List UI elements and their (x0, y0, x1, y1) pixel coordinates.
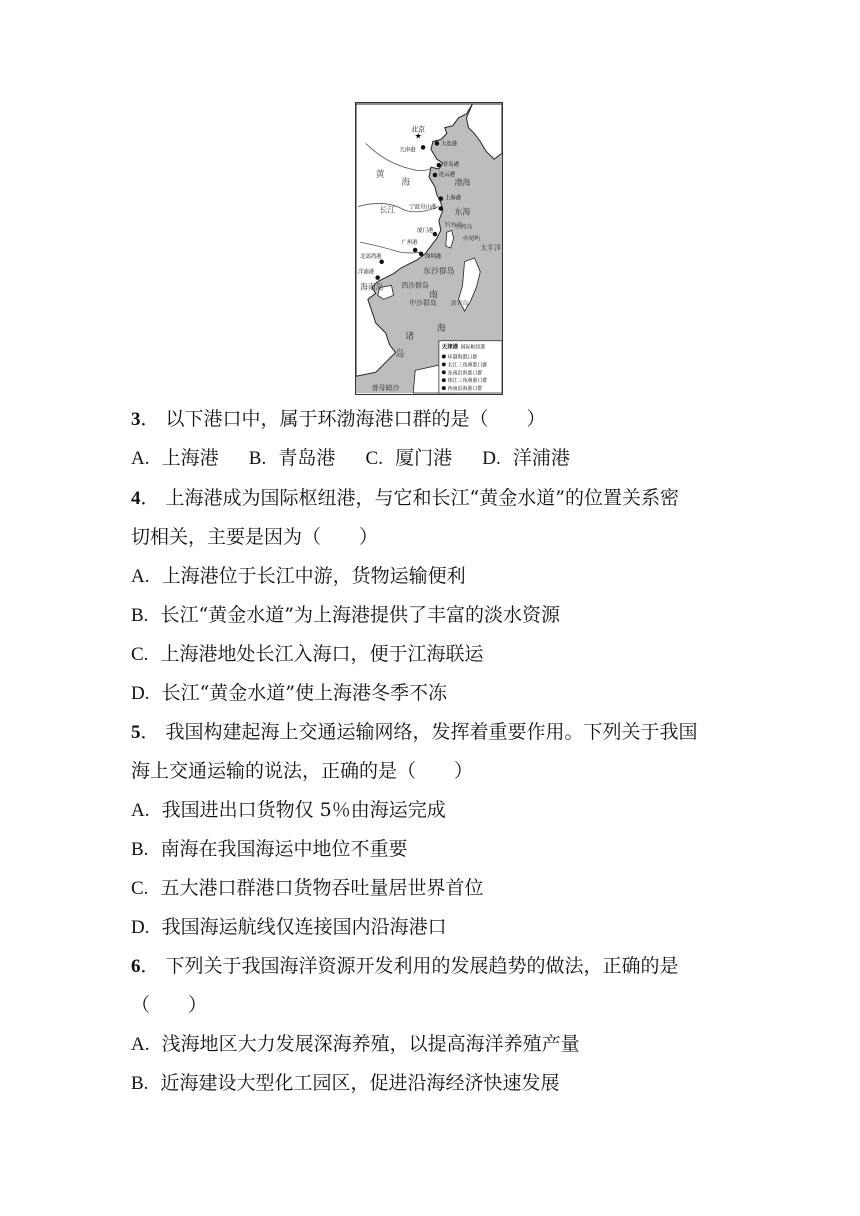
map-region-label: 南 (429, 290, 438, 301)
map-svg (356, 103, 502, 394)
question-text: 上海港成为国际枢纽港，与它和长江“黄金水道”的位置关系密 (165, 487, 679, 509)
legend-item-icon (442, 378, 446, 382)
option-d[interactable]: D. 我国海运航线仅连接国内沿海港口 (131, 916, 447, 938)
port-map (355, 102, 503, 395)
map-region-label: 太平洋 (480, 243, 501, 252)
legend-port-desc: 国际枢纽港 (460, 344, 486, 351)
option-a[interactable]: A. 浅海地区大力发展深海养殖，以提高海洋养殖产量 (131, 1033, 580, 1055)
option-c[interactable]: C. 厦门港 (365, 447, 453, 469)
option-a[interactable]: A. 上海港 (131, 447, 219, 469)
legend-item-icon (442, 386, 446, 390)
legend-item-icon (442, 370, 446, 374)
map-port-label: 连云港 (438, 171, 456, 178)
map-region-label: 海 (436, 323, 446, 334)
port-marker-shanghai (439, 196, 444, 201)
legend-item-label: 西南沿海港口群 (447, 386, 483, 393)
map-region-label: 西沙群岛 (401, 281, 429, 290)
map-region-label: 曾母暗沙 (371, 384, 400, 393)
map-port-label: 天津港 (399, 147, 416, 154)
option-b[interactable]: B. 青岛港 (248, 447, 336, 469)
option-b[interactable]: B. 长江“黄金水道”为上海港提供了丰富的淡水资源 (131, 604, 560, 626)
question-text: 下列关于我国海洋资源开发利用的发展趋势的做法，正确的是 (165, 955, 679, 977)
map-region-label: 长江 (379, 205, 396, 215)
legend-item-label: 长江三角洲港口群 (447, 362, 488, 369)
map-region-label: 中沙群岛 (409, 299, 437, 308)
map-port-label: 深圳港 (425, 253, 442, 260)
question-number: 5 (131, 722, 141, 743)
map-region-label: 黄岩岛 (450, 301, 469, 308)
map-region-label: 台湾岛 (454, 224, 473, 231)
map-region-label: 赤尾屿 (462, 236, 481, 243)
option-a[interactable]: A. 上海港位于长江中游，货物运输便利 (131, 565, 466, 587)
question-3-options (131, 446, 570, 471)
option-b[interactable]: B. 南海在我国海运中地位不重要 (131, 838, 408, 860)
map-port-label: 洋浦港 (357, 269, 375, 276)
option-b[interactable]: B. 近海建设大型化工园区，促进沿海经济快速发展 (131, 1072, 560, 1094)
port-marker-yangpu (375, 275, 380, 280)
map-label-beijing: 北京 (411, 125, 426, 134)
map-region-label: 海南岛 (359, 282, 384, 292)
question-4-stem-cont (131, 525, 378, 549)
map-region-label: 东海 (454, 207, 471, 217)
map-region-label: 东沙群岛 (423, 266, 455, 276)
option-c[interactable]: C. 上海港地处长江入海口，便于江海联运 (131, 643, 484, 665)
map-port-label: 上海港 (444, 195, 462, 202)
question-text: （ ） (131, 994, 208, 1016)
port-marker-lianyungang (433, 173, 438, 178)
question-text: 切相关，主要是因为（ ） (131, 526, 379, 548)
question-5-stem-cont (131, 759, 473, 783)
map-region-label: 渤海 (454, 177, 471, 187)
map-port-label: 宁波舟山港 (409, 204, 437, 211)
question-text: 海上交通运输的说法，正确的是（ ） (131, 760, 474, 782)
map-region-label: 诸 (405, 331, 415, 342)
option-d[interactable]: D. 长江“黄金水道”使上海港冬季不冻 (131, 682, 448, 704)
legend-port-title: 天津港 (441, 344, 459, 351)
map-port-label: 广州港 (401, 240, 418, 247)
question-5-stem: 5． 我国构建起海上交通运输网络，发挥着重要作用。下列关于我国 (131, 721, 698, 743)
legend-item-label: 环渤海港口群 (447, 354, 478, 361)
port-marker-tianjin (421, 145, 426, 150)
question-text: 我国构建起海上交通运输网络，发挥着重要作用。下列关于我国 (165, 721, 698, 743)
option-c[interactable]: C. 五大港口群港口货物吞吐量居世界首位 (131, 877, 484, 899)
question-number: 3 (131, 409, 141, 430)
map-port-label: 大连港 (440, 141, 458, 148)
map-port-label: 厦门港 (417, 228, 434, 235)
question-4-stem: 4． 上海港成为国际枢纽港，与它和长江“黄金水道”的位置关系密 (131, 487, 679, 509)
question-number: 6 (131, 956, 141, 977)
map-region-label: 海 (401, 177, 411, 188)
map-region-label: 黄 (375, 169, 385, 180)
question-number: 4 (131, 488, 141, 509)
option-d[interactable]: D. 洋浦港 (482, 447, 570, 469)
question-6-stem-cont (131, 993, 207, 1017)
map-port-label: 北部湾港 (359, 253, 382, 260)
port-marker-beibuwan (379, 260, 384, 265)
question-6-stem: 6． 下列关于我国海洋资源开发利用的发展趋势的做法，正确的是 (131, 955, 679, 977)
legend-item-icon (442, 355, 446, 359)
port-marker-dalian (435, 141, 440, 146)
question-3-stem: 3． 以下港口中，属于环渤海港口群的是（ ） (131, 408, 546, 430)
legend-item-label: 东南沿海港口群 (447, 370, 483, 377)
legend-item-label: 珠江三角洲港口群 (447, 378, 488, 385)
map-region-label: 岛 (395, 349, 405, 360)
port-marker-qingdao (437, 163, 442, 168)
map-legend (439, 341, 502, 393)
map-region-label: 钓鱼岛 (444, 222, 463, 229)
beijing-star-icon: ★ (414, 131, 422, 141)
port-marker-guangzhou (413, 248, 418, 253)
port-marker-shenzhen (419, 252, 424, 257)
map-port-label: 青岛港 (442, 162, 460, 169)
question-text: 以下港口中，属于环渤海港口群的是（ ） (165, 408, 546, 430)
port-marker-ningbo (439, 206, 444, 211)
option-a[interactable]: A. 我国进出口货物仅 5％由海运完成 (131, 799, 446, 821)
legend-item-icon (442, 362, 446, 366)
